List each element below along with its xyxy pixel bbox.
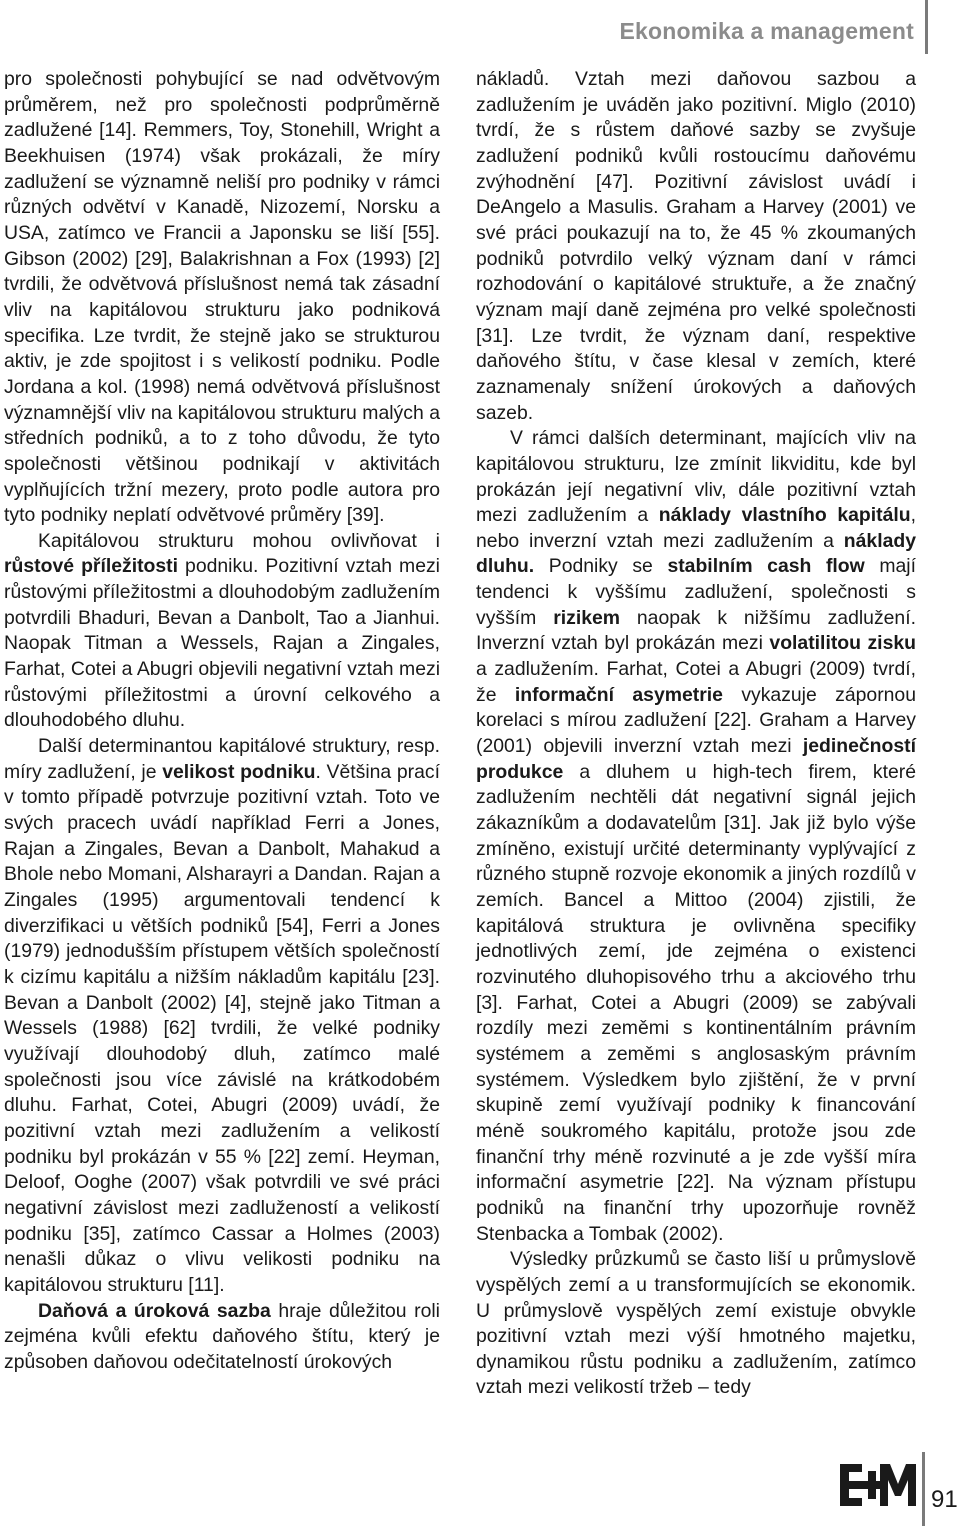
paragraph-text: V rámci dalších determinant, majících vliv na kapitálovou strukturu, lze zmínit likviditu, kde byl prokázán její negativní vliv, dále pozitivní vztah mezi zadlužením a — [476, 427, 916, 527]
paragraph-text: mají tendenci k vyššímu zadlužení, společnosti s vyšším — [476, 555, 916, 629]
paragraph-text: Kapitálovou strukturu mohou ovlivňovat i — [38, 529, 440, 552]
emphasis: rizikem — [553, 606, 621, 629]
paragraph-text: naopak k nižšímu zadlužení. Inverzní vztah byl prokázán mezi — [476, 606, 916, 655]
paragraph — [4, 1299, 440, 1376]
left-column — [4, 67, 440, 1375]
paragraph-text: Podniky se — [534, 555, 668, 578]
paragraph — [476, 67, 916, 426]
paragraph-text: , nebo inverzní vztah mezi zadlužením a — [476, 504, 916, 552]
paragraph-text: a zadlužením. Farhat, Cotei a Abugri (2009) tvrdí, že — [476, 658, 916, 706]
paragraph-text: a dluhem u high-tech firem, které zadlužením nechtěli dát negativní signál jejich zákazníkům a dodavatelům [31]. Jak již bylo výše zmíněno, existují určité determinanty vyplývající z různého stupně rozvoje ekonomik a jiných rozdílů v zemích. Bancel a Mittoo (2004) zjistili, že kapitálová struktura je ovlivněna specifiky jednotlivých zemí, jde zejména o existenci rozvinutého dluhopisového trhu a akciového trhu [3]. Farhat, Cotei a Abugri (2009) se zabývali rozdíly mezi zeměmi s kontinentálním právním systémem a zeměmi s anglosaským právním systémem. Výsledkem bylo zjištění, že v první skupině zemí využívají podniky k financování méně soukromého kapitálu, protože jsou zde finanční trhy méně rozvinuté a je zde vyšší míra informační asymetrie [22]. Na význam přístupu podniků na finanční trhy upozorňuje rovněž Stenbacka a Tombak (2002). — [476, 760, 916, 1245]
header-divider — [925, 0, 928, 54]
page-number: 91 — [931, 1486, 958, 1513]
paragraph — [476, 426, 916, 1247]
paragraph — [476, 1247, 916, 1401]
emphasis: volatilitou zisku — [769, 632, 916, 655]
paragraph — [4, 529, 440, 734]
paragraph-text: pro společnosti pohybující se nad odvětvovým průměrem, než pro společnosti podprůměrně zadlužené [14]. Remmers, Toy, Stonehill, Wright a Beekhuisen (1974) však prokázali, že míry zadlužení se významně neliší pro podniky v rámci různých odvětví v Kanadě, Nizozemí, Norsku a USA, zatímco ve Francii a Japonsku se liší [55]. Gibson (2002) [29], Balakrishnan a Fox (1993) [2] tvrdili, že odvětvová příslušnost nemá tak zásadní vliv na kapitálovou strukturu jako podniková specifika. Lze tvrdit, že stejně jako se strukturou aktiv, je zde spojitost i s velikostí podniku. Podle Jordana a kol. (1998) nemá odvětvová příslušnost významnější vliv na kapitálovou strukturu malých a středních podniků, a to z toho důvodu, že tyto společnosti většinou podnikají v aktivitách vyplňujících tržní mezery, proto podle autora pro tyto podniky neplatí odvětvové průměry [39]. — [4, 68, 440, 527]
logo-e-mid — [840, 1481, 860, 1489]
logo-e-bottom — [840, 1498, 862, 1506]
right-column — [476, 67, 916, 1401]
logo-m — [880, 1464, 916, 1506]
emphasis: růstové příležitosti — [4, 555, 179, 578]
journal-title: Ekonomika a management — [619, 18, 914, 44]
footer-divider — [922, 1452, 925, 1526]
logo-e-top — [840, 1464, 862, 1472]
emphasis: Daňová a úroková sazba — [38, 1299, 271, 1322]
paragraph-text: podniku. Pozitivní vztah mezi růstovými příležitostmi a dlouhodobým zadlužením potvrdili Bhaduri, Bevan a Danbolt, Tao a Jianhui. Naopak Titman a Wessels, Rajan a Zingales, Farhat, Cotei a Abugri objevili negativní vztah mezi růstovými příležitostmi a úrovní celkového a dlouhodobého dluhu. — [4, 555, 440, 732]
paragraph-text: vykazuje zápornou korelaci s mírou zadlužení [22]. Graham a Harvey (2001) objevili inverzní vztah mezi — [476, 683, 917, 758]
paragraph-text: Výsledky průzkumů se často liší u průmyslově vyspělých zemí a u transformujících se ekonomik. U průmyslově vyspělých zemí existuje obvykle pozitivní vztah mezi výší hmotného majetku, dynamikou růstu podniku a zadlužením, zatímco vztah mezi velikostí tržeb – tedy — [476, 1248, 916, 1399]
paragraph-text: . Většina prací v tomto případě potvrzuje pozitivní vztah. Toto ve svých pracech uvádí například Ferri a Jones, Rajan a Zingales, Bevan a Danbolt, Mahakud a Bhole nebo Momani, Alsharayri a Dandan. Rajan a Zingales (1995) argumentovali tendencí k diverzifikaci u větších podniků [54], Ferri a Jones (1979) jednodušším přístupem větších společností k cizímu kapitálu a nižším nákladům kapitálu [23]. Bevan a Danbolt (2002) [4], stejně jako Titman a Wessels (1988) [62] tvrdili, že velké podniky využívají dlouhodobý dluh, zatímco malé společnosti jsou více závislé na krátkodobém dluhu. Farhat, Cotei, Abugri (2009) uvádí, že pozitivní vztah mezi zadlužením a velikostí podniku byl prokázán v 55 % [22] zemí. Heyman, Deloof, Ooghe (2007) však potvrdili ve své práci negativní závislost mezi zadlužeností a velikostí podniku [35], zatímco Cassar a Holmes (2003) nenašli důkaz o vlivu velikosti podniku na kapitálovou strukturu [11]. — [4, 760, 440, 1296]
emphasis: náklady vlastního kapitálu — [658, 504, 911, 527]
paragraph — [4, 67, 440, 529]
em-logo — [840, 1462, 916, 1508]
emphasis: velikost podniku — [162, 760, 316, 783]
paragraph-text: hraje důležitou roli zejména kvůli efektu daňového štítu, který je způsoben daňovou odečitatelností úrokových — [4, 1299, 440, 1373]
emphasis: jedinečností produkce — [476, 735, 916, 783]
emphasis: náklady dluhu. — [476, 529, 916, 578]
paragraph-text: nákladů. Vztah mezi daňovou sazbou a zadlužením je uváděn jako pozitivní. Miglo (2010) tvrdí, že s růstem daňové sazby se zvyšuje zadlužení podniků kvůli rostoucímu daňovému zvýhodnění [47]. Pozitivní závislost uvádí i DeAngelo a Masulis. Graham a Harvey (2001) ve své práci poukazují na to, že 45 % zkoumaných podniků potvrdilo velký význam daní v rámci rozhodování o kapitálové struktuře, a že značný význam mají daně zejména pro velké společnosti [31]. Lze tvrdit, že význam daní, respektive daňového štítu, v čase klesal v zemích, které zaznamenaly snížení úrokových a daňových sazeb. — [476, 68, 916, 424]
emphasis: informační asymetrie — [514, 683, 723, 706]
paragraph — [4, 734, 440, 1298]
paragraph-text: Další determinantou kapitálové struktury, resp. míry zadlužení, je — [4, 735, 440, 783]
emphasis: stabilním cash flow — [667, 555, 865, 578]
